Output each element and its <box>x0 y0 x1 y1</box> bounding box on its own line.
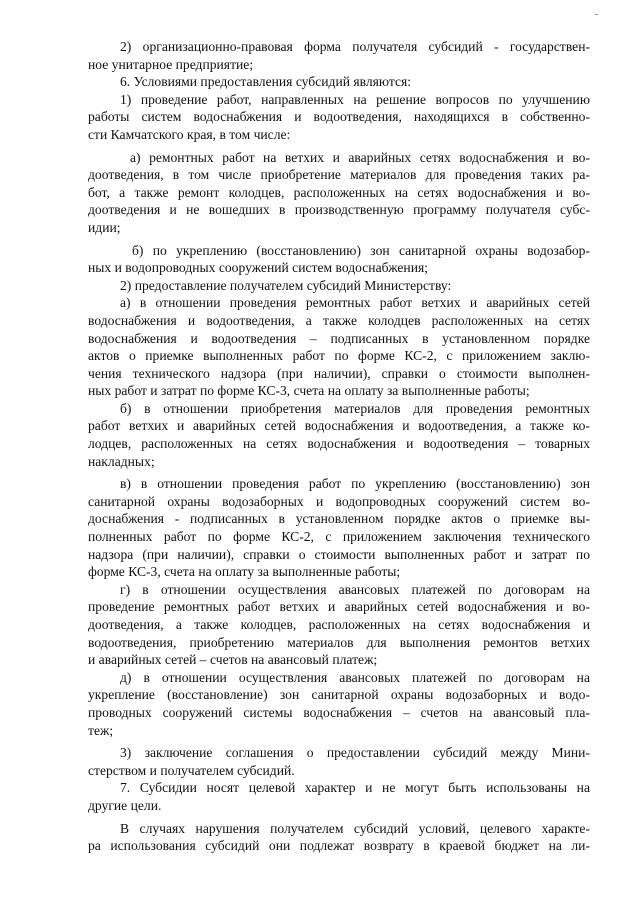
text-line: надзора (при наличии), справки о стоимости выполненных работ и затрат по <box>88 546 590 562</box>
text-line: 6. Условиями предоставления субсидий являются: <box>120 74 412 90</box>
text-line: 2) предоставление получателем субсидий Министерству: <box>120 277 452 293</box>
text-line: д) в отношении осуществления авансовых платежей по договорам на <box>120 669 590 685</box>
body-text <box>88 38 590 855</box>
text-line: В случаях нарушения получателем субсидий условий, целевого характе- <box>120 820 590 836</box>
text-line: 2) организационно-правовая форма получателя субсидий - государствен- <box>120 39 590 54</box>
text-line: а) в отношении проведения ремонтных работ ветхих и аварийных сетей <box>120 295 590 311</box>
text-line: работ ветхих и аварийных сетей водоснабжения и водоотведения, а также ко- <box>88 418 590 434</box>
text-line: в) в отношении проведения работ по укреплению (восстановлению) зон <box>120 476 590 492</box>
text-line: б) в отношении приобретения материалов для проведения ремонтных <box>120 400 590 416</box>
text-line: работы систем водоснабжения и водоотведения, находящихся в собственно- <box>88 109 590 125</box>
text-line: а) ремонтных работ на ветхих и аварийных сетях водоснабжения и во- <box>130 149 590 165</box>
text-line: ных и водопроводных сооружений систем водоснабжения; <box>88 260 429 276</box>
text-line: водоснабжения и водоотведения, а также колодцев расположенных на сетях <box>88 312 590 328</box>
text-line: водоотведения, приобретению материалов для выполнения ремонтов ветхих <box>88 634 590 650</box>
text-line: актов о приемке выполненных работ по форме КС-2, с приложением заклю- <box>88 348 590 364</box>
text-line: доснабжения - подписанных в установленном порядке актов о приемке вы- <box>88 511 590 527</box>
text-line: 3) заключение соглашения о предоставлении субсидий между Мини- <box>120 745 590 761</box>
text-line: накладных; <box>88 453 155 469</box>
text-line: и аварийных сетей – счетов на авансовый платеж; <box>88 652 378 668</box>
text-line: проводных сооружений системы водоснабжения – счетов на авансовый пла- <box>88 704 590 720</box>
text-line: ное унитарное предприятие; <box>88 56 254 72</box>
text-line: проведение ремонтных работ ветхих и аварийных сетей водоснабжения и во- <box>88 599 590 615</box>
text-line: форме КС-3, счета на оплату за выполненные работы; <box>88 564 401 580</box>
text-line: бот, а также ремонт колодцев, расположенных на сетях водоснабжения и во- <box>88 184 590 200</box>
text-line: 7. Субсидии носят целевой характер и не могут быть использованы на <box>120 780 590 796</box>
text-line: стерством и получателем субсидий. <box>88 762 295 778</box>
text-line: другие цели. <box>88 797 162 813</box>
text-line: г) в отношении осуществления авансовых платежей по договорам на <box>120 581 590 597</box>
text-line: полненных работ по форме КС-2, с приложением заключения технического <box>88 529 590 545</box>
text-line: санитарной охраны водозаборных и водопроводных сооружений систем во- <box>88 493 590 509</box>
text-line: лодцев, расположенных на сетях водоснабжения и водоотведения – товарных <box>88 436 590 452</box>
text-line: теж; <box>88 722 114 738</box>
text-line: укрепление (восстановление) зон санитарной охраны водозаборных и водо- <box>88 687 590 703</box>
text-line: водоснабжения и водоотведения – подписанных в установленном порядке <box>88 330 590 346</box>
text-line: доотведения, а также колодцев, расположенных на сетях водоснабжения и <box>88 617 590 632</box>
scan-mark <box>595 14 598 15</box>
text-line: 1) проведение работ, направленных на решение вопросов по улучшению <box>120 91 590 107</box>
text-line: идии; <box>88 219 121 235</box>
text-line: доотведения, в том числе приобретение материалов для проведения таких ра- <box>88 167 590 183</box>
text-line: чения технического надзора (при наличии), справки о стоимости выполнен- <box>88 365 590 381</box>
text-line: доотведения и не вошедших в производственную программу получателя субс- <box>88 202 590 218</box>
text-line: ра использования субсидий они подлежат возврату в краевой бюджет на ли- <box>88 838 590 854</box>
text-line: б) по укреплению (восстановлению) зон санитарной охраны водозабор- <box>132 242 590 258</box>
text-line: ных работ и затрат по форме КС-3, счета на оплату за выполненные работы; <box>88 383 530 399</box>
text-line: сти Камчатского края, в том числе: <box>88 126 291 142</box>
